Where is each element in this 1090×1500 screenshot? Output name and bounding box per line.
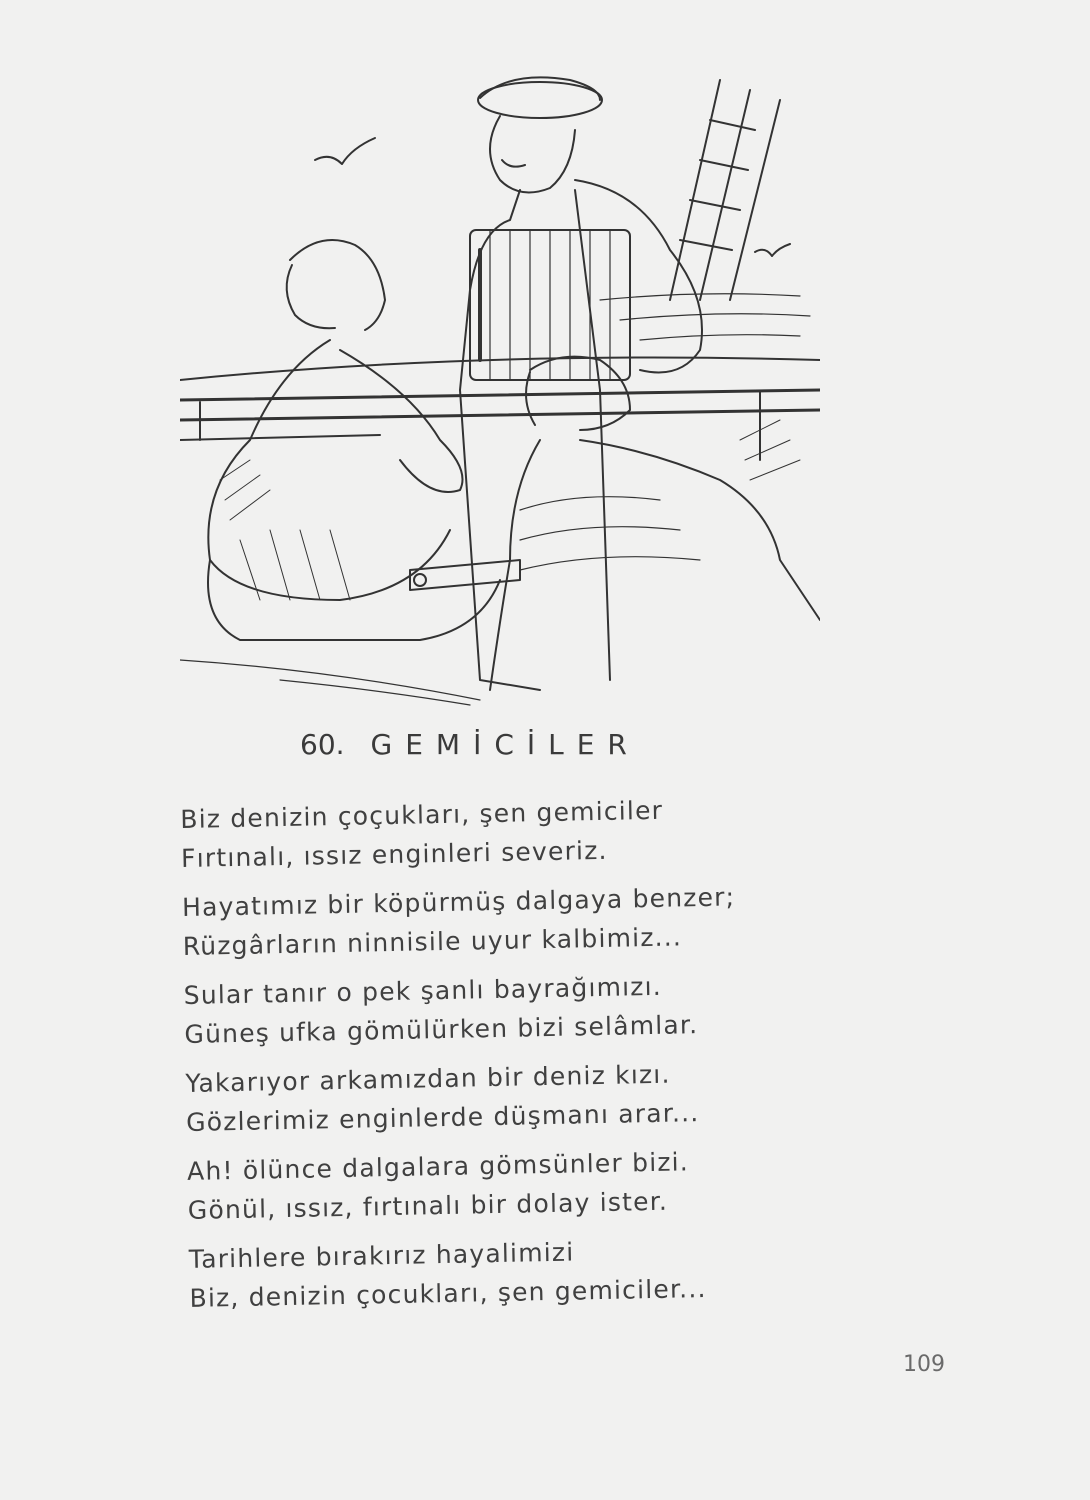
- sailors-illustration: [180, 60, 820, 710]
- stanza: [187, 1138, 908, 1230]
- poem-line: Güneş ufka gömülürken bizi selâmlar.: [184, 1010, 699, 1049]
- poem-line: Gönül, ıssız, fırtınalı bir dolay ister.: [187, 1186, 669, 1225]
- poem-number: 60.: [300, 728, 345, 761]
- poem-heading: [300, 728, 720, 788]
- poem-line: Rüzgârların ninnisile uyur kalbimiz...: [182, 922, 683, 961]
- poem-line: Biz, denizin çocukları, şen gemiciler...: [189, 1273, 707, 1313]
- poem-line: Hayatımız bir köpürmüş dalgaya benzer;: [181, 882, 736, 922]
- poem-line: Gözlerimiz enginlerde düşmanı arar...: [185, 1098, 700, 1137]
- poem-title: GEMİCİLER: [370, 728, 640, 761]
- stanza: [188, 1226, 909, 1318]
- page-number: 109: [903, 1352, 945, 1377]
- stanza: [180, 786, 901, 878]
- stanza: [183, 962, 904, 1054]
- poem-line: Yakarıyor arkamızdan bir deniz kızı.: [185, 1059, 671, 1098]
- poem-line: Sular tanır o pek şanlı bayrağımızı.: [183, 971, 663, 1010]
- poem-body: [180, 786, 910, 1328]
- stanza: [182, 874, 903, 966]
- poem-line: Fırtınalı, ıssız enginleri severiz.: [180, 835, 608, 873]
- sailors-drawing: [180, 60, 820, 710]
- poem-line: Biz denizin çoçukları, şen gemiciler: [180, 795, 664, 834]
- poem-line: Tarihlere bırakırız hayalimizi: [188, 1237, 575, 1274]
- poem-line: Ah! ölünce dalgalara gömsünler bizi.: [186, 1147, 690, 1186]
- stanza: [185, 1050, 906, 1142]
